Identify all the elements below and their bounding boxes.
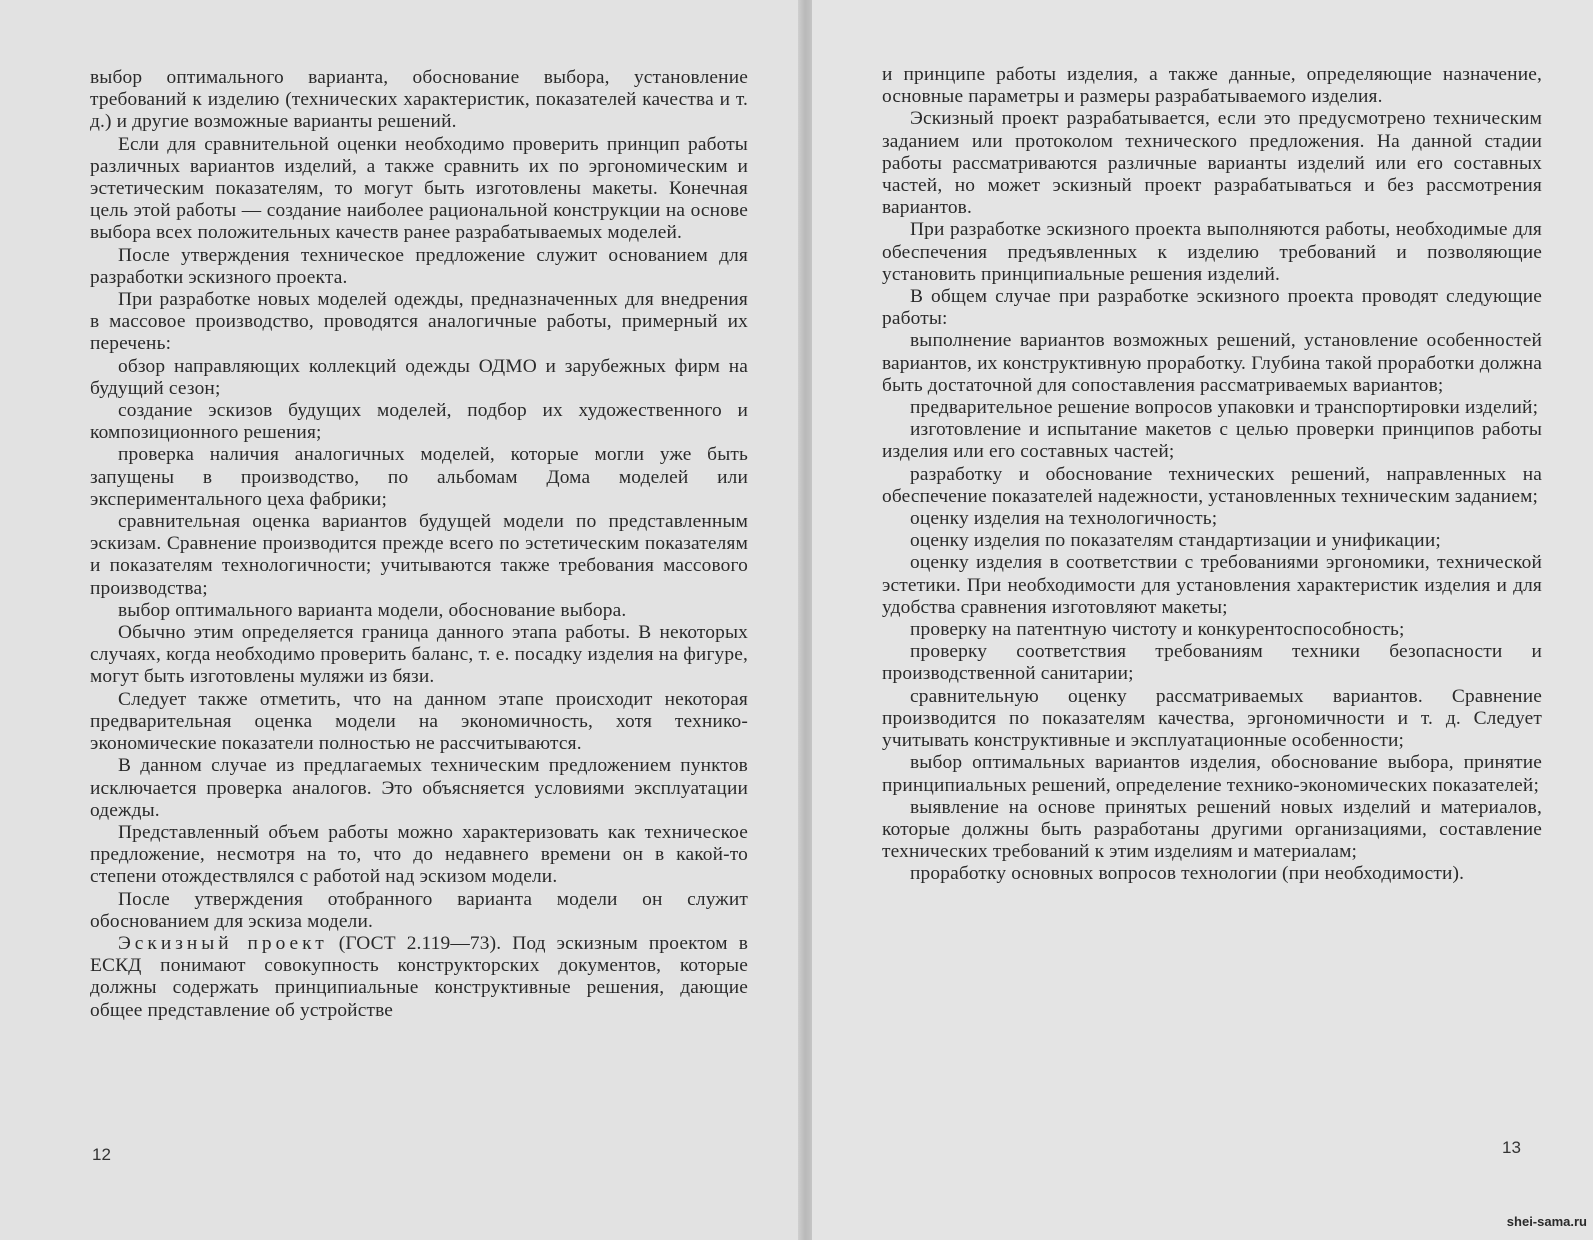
list-item: выявление на основе принятых решений новых изделий и материалов, которые должны быть разработаны другими организациями, составление технических требований к этим изделиям и материалам;: [882, 796, 1542, 863]
paragraph: После утверждения техническое предложение служит основанием для разработки эскизного проекта.: [90, 244, 748, 288]
list-item: проверка наличия аналогичных моделей, которые могли уже быть запущены в производство, по альбомам Дома моделей или экспериментального цеха фабрики;: [90, 444, 748, 510]
list-item: сравнительная оценка вариантов будущей модели по представленным эскизам. Сравнение производится прежде всего по эстетическим показателям и показателям технологичности; учитываются также требования массового производства;: [90, 511, 748, 599]
paragraph-text: (ГОСТ 2.119—73). Под эскизным проектом в ЕСКД понимают совокупность конструкторских документов, которые должны содержать принципиальные конструктивные решения, дающие общее представление об устройстве: [90, 932, 748, 1021]
paragraph: Эскизный проект разрабатывается, если это предусмотрено техническим заданием или протоколом технического предложения. На данной стадии работы рассматриваются различные варианты изделий или его составных частей, но может эскизный проект разрабатываться и без рассмотрения вариантов.: [882, 108, 1542, 219]
paragraph: выбор оптимального варианта, обоснование выбора, установление требований к изделию (технических характеристик, показателей качества и т. д.) и другие возможные варианты решений.: [90, 67, 748, 133]
term-sketch-project: Эскизный проект: [118, 932, 328, 954]
list-item: создание эскизов будущих моделей, подбор их художественного и композиционного решения;: [90, 400, 748, 444]
list-item: обзор направляющих коллекций одежды ОДМО и зарубежных фирм на будущий сезон;: [90, 355, 748, 399]
list-item: проверку соответствия требованиям техники безопасности и производственной санитарии;: [882, 641, 1542, 685]
list-item: предварительное решение вопросов упаковки и транспортировки изделий;: [910, 397, 1539, 419]
left-page-text: [90, 67, 748, 1022]
paragraph: Если для сравнительной оценки необходимо проверить принцип работы различных вариантов изделий, а также сравнить их по эргономическим и эстетическим показателям, то могут быть изготовлены макеты. Конечная цель этой работы — создание наиболее рациональной конструкции на основе выбора всех положительных качеств ранее разрабатываемых моделей.: [90, 133, 748, 244]
paragraph: После утверждения отобранного варианта модели он служит обоснованием для эскиза модели.: [90, 888, 748, 932]
paragraph: Следует также отметить, что на данном этапе происходит некоторая предварительная оценка модели на экономичность, хотя технико-экономические показатели полностью не рассчитываются.: [90, 688, 748, 755]
paragraph: При разработке новых моделей одежды, предназначенных для внедрения в массовое производство, проводятся аналогичные работы, примерный их перечень:: [90, 289, 748, 355]
page-number: 13: [1502, 1138, 1521, 1157]
paragraph: и принципе работы изделия, а также данные, определяющие назначение, основные параметры и размеры разрабатываемого изделия.: [882, 64, 1542, 108]
list-item: выполнение вариантов возможных решений, установление особенностей вариантов, их конструктивную проработку. Глубина такой проработки должна быть достаточной для сопоставления рассматриваемых вариантов;: [882, 330, 1542, 396]
list-item: сравнительную оценку рассматриваемых вариантов. Сравнение производится по показателям качества, эргономичности и т. д. Следует учитывать конструктивные и эксплуатационные особенности;: [882, 685, 1542, 752]
list-item: изготовление и испытание макетов с целью проверки принципов работы изделия или его составных частей;: [882, 419, 1542, 463]
right-page: [812, 0, 1593, 1240]
paragraph-sketch-project: [90, 933, 748, 1022]
site-watermark: shei-sama.ru: [1506, 1214, 1587, 1229]
page-number: 12: [92, 1145, 111, 1164]
list-item: выбор оптимальных вариантов изделия, обоснование выбора, принятие принципиальных решений, определение технико-экономических показателей;: [882, 752, 1542, 796]
list-item: оценку изделия в соответствии с требованиями эргономики, технической эстетики. При необходимости для установления характеристик изделия и для удобства сравнения изготовляют макеты;: [882, 552, 1542, 618]
paragraph: В общем случае при разработке эскизного проекта проводят следующие работы:: [882, 286, 1542, 330]
paragraph: В данном случае из предлагаемых техническим предложением пунктов исключается проверка аналогов. Это объясняется условиями эксплуатации одежды.: [90, 755, 748, 821]
list-item: выбор оптимального варианта модели, обоснование выбора.: [118, 599, 627, 621]
paragraph: При разработке эскизного проекта выполняются работы, необходимые для обеспечения предъявленных к изделию требований и позволяющие установить принципиальные решения изделий.: [882, 219, 1542, 285]
paragraph: Обычно этим определяется граница данного этапа работы. В некоторых случаях, когда необходимо проверить баланс, т. е. посадку изделия на фигуре, могут быть изготовлены муляжи из бязи.: [90, 622, 748, 688]
list-item: разработку и обоснование технических решений, направленных на обеспечение показателей надежности, установленных техническим заданием;: [882, 463, 1542, 507]
list-item: оценку изделия на технологичность;: [910, 508, 1218, 530]
list-item: проверку на патентную чистоту и конкурентоспособность;: [910, 619, 1405, 641]
paragraph: Представленный объем работы можно характеризовать как техническое предложение, несмотря на то, что до недавнего времени он в какой-то степени отождествлялся с работой над эскизом модели.: [90, 821, 748, 888]
list-item: проработку основных вопросов технологии (при необходимости).: [910, 863, 1465, 885]
list-item: оценку изделия по показателям стандартизации и унификации;: [910, 530, 1441, 552]
right-page-text: [882, 64, 1542, 886]
